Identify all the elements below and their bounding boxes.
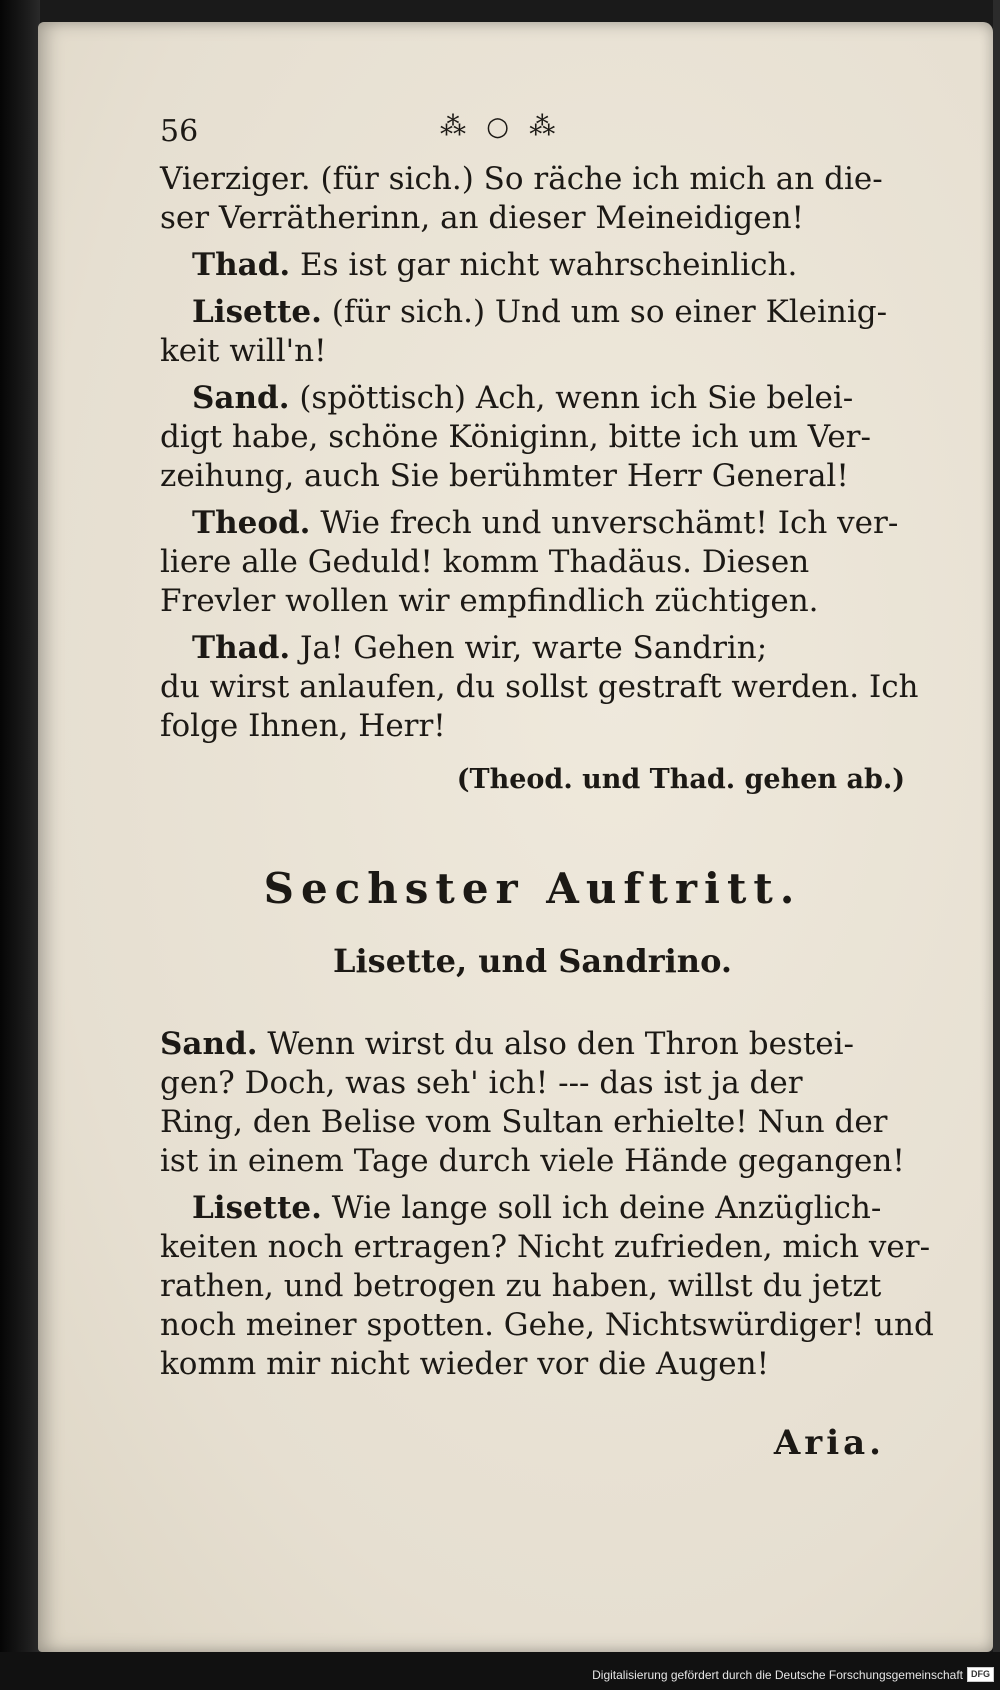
page-text <box>160 100 934 1463</box>
dialogue-paragraph <box>160 1189 934 1384</box>
dfg-logo: DFG <box>967 1667 994 1682</box>
line-text: rathen, und betrogen zu haben, willst du jetzt <box>160 1268 882 1304</box>
dialogue-passage-2 <box>160 1025 934 1384</box>
text-line <box>160 332 905 371</box>
line-text: Frevler wollen wir empfindlich züchtigen. <box>160 583 819 619</box>
text-line <box>160 504 905 543</box>
aria-heading: Aria. <box>773 1423 885 1463</box>
stage-direction: (Theod. und Thad. gehen ab.) <box>456 764 905 795</box>
line-text: zeihung, auch Sie berühmter Herr General! <box>160 458 849 494</box>
page-edge <box>993 0 1000 1690</box>
line-text: gen? Doch, was seh' ich! --- das ist ja der <box>160 1065 803 1101</box>
speaker-name: Theod. <box>192 505 311 541</box>
text-line <box>160 457 905 496</box>
text-line <box>160 293 905 332</box>
footer-credit <box>592 1667 994 1682</box>
line-text: (spöttisch) Ach, wenn ich Sie belei- <box>289 380 854 416</box>
text-line <box>160 1189 905 1228</box>
dialogue-paragraph <box>160 1025 905 1181</box>
text-line <box>160 418 905 457</box>
line-text: Es ist gar nicht wahrscheinlich. <box>290 247 798 283</box>
text-line <box>160 707 905 746</box>
dialogue-passage-1 <box>160 160 919 746</box>
page-header <box>160 100 905 160</box>
text-line <box>160 582 905 621</box>
line-text: Wie lange soll ich deine Anzüglich- <box>321 1190 882 1226</box>
line-text: noch meiner spotten. Gehe, Nichtswürdiger! und <box>160 1307 934 1343</box>
header-ornament: ⁂ ○ ⁂ <box>440 112 562 142</box>
text-line <box>160 1345 905 1384</box>
line-text: komm mir nicht wieder vor die Augen! <box>160 1346 770 1382</box>
line-text: Ring, den Belise vom Sultan erhielte! Nun der <box>160 1104 888 1140</box>
text-line <box>160 629 905 668</box>
text-line <box>160 199 905 238</box>
line-text: digt habe, schöne Königinn, bitte ich um Ver- <box>160 419 871 455</box>
line-text: keiten noch ertragen? Nicht zufrieden, mich ver- <box>160 1229 931 1265</box>
dialogue-paragraph <box>160 504 905 621</box>
speaker-name: Sand. <box>160 1026 258 1062</box>
speaker-name: Thad. <box>192 247 291 283</box>
text-line <box>160 1267 905 1306</box>
dialogue-paragraph <box>160 246 905 285</box>
text-line <box>160 1025 905 1064</box>
text-line <box>160 1142 905 1181</box>
line-text: keit will'n! <box>160 333 327 369</box>
line-text: ist in einem Tage durch viele Hände gegangen! <box>160 1143 905 1179</box>
text-line <box>160 668 919 707</box>
line-text: Wenn wirst du also den Thron bestei- <box>257 1026 855 1062</box>
line-text: Wie frech und unverschämt! Ich ver- <box>310 505 899 541</box>
line-text: (für sich.) Und um so einer Kleinig- <box>321 294 888 330</box>
text-line <box>160 1228 931 1267</box>
dialogue-paragraph <box>160 160 905 238</box>
line-text: folge Ihnen, Herr! <box>160 708 446 744</box>
line-text: liere alle Geduld! komm Thadäus. Diesen <box>160 544 810 580</box>
text-line <box>160 379 905 418</box>
text-line <box>160 1306 934 1345</box>
scene-title: Sechster Auftritt. <box>263 864 802 913</box>
dialogue-paragraph <box>160 379 905 496</box>
line-text: ser Verrätherinn, an dieser Meineidigen! <box>160 200 805 236</box>
speaker-name: Sand. <box>192 380 290 416</box>
line-text: Vierziger. (für sich.) So räche ich mich an die- <box>160 161 883 197</box>
text-line <box>160 543 905 582</box>
dialogue-paragraph <box>160 629 919 746</box>
footer-credit-text: Digitalisierung gefördert durch die Deutsche Forschungsgemeinschaft <box>592 1667 963 1682</box>
dialogue-paragraph <box>160 293 905 371</box>
book-spine <box>0 0 40 1690</box>
page-number: 56 <box>160 114 199 149</box>
line-text: Ja! Gehen wir, warte Sandrin; <box>290 630 768 666</box>
speaker-name: Thad. <box>192 630 291 666</box>
speaker-name: Lisette. <box>192 1190 322 1226</box>
text-line <box>160 246 905 285</box>
text-line <box>160 160 905 199</box>
text-line <box>160 1064 905 1103</box>
text-line <box>160 1103 905 1142</box>
line-text: du wirst anlaufen, du sollst gestraft werden. Ich <box>160 669 919 705</box>
speaker-name: Lisette. <box>192 294 322 330</box>
scene-characters: Lisette, und Sandrino. <box>333 942 732 980</box>
